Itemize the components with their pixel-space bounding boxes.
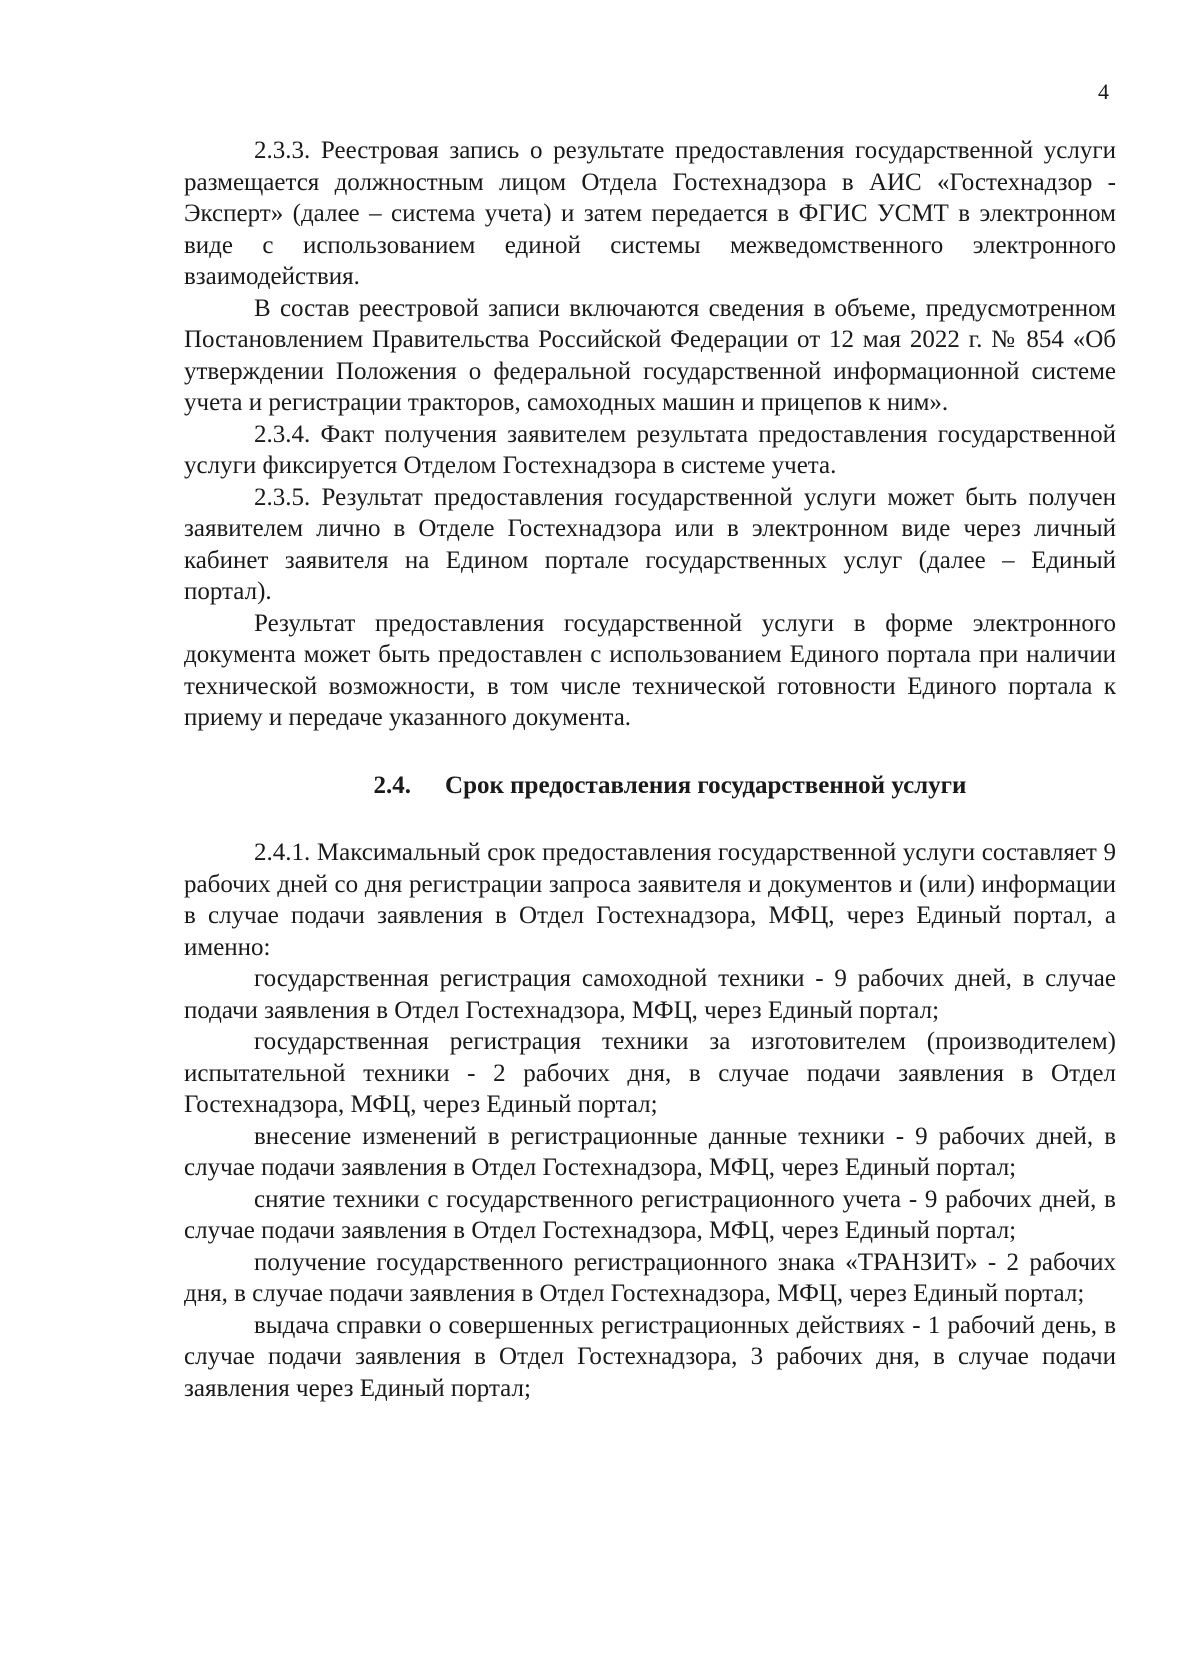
section-heading xyxy=(184,770,1116,802)
list-item-certificate: выдача справки о совершенных регистрационных действиях - 1 рабочий день, в случае подачи заявления в Отдел Гостехнадзора, 3 рабочих дня, в случае подачи заявления через Единый портал; xyxy=(184,1311,1116,1402)
list-item-data-changes: внесение изменений в регистрационные данные техники - 9 рабочих дней, в случае подачи заявления в Отдел Гостехнадзора, МФЦ, через Единый портал; xyxy=(184,1122,1116,1181)
paragraph-2-3-4: 2.3.4. Факт получения заявителем результата предоставления государственной услуги фиксируется Отделом Гостехнадзора в системе учета. xyxy=(184,420,1116,479)
list-item-registration: государственная регистрация самоходной техники - 9 рабочих дней, в случае подачи заявления в Отдел Гостехнадзора, МФЦ, через Единый портал; xyxy=(184,965,1116,1024)
document-body xyxy=(184,135,1116,1404)
section-number: 2.4. xyxy=(373,771,412,799)
list-item-deregistration: снятие техники с государственного регистрационного учета - 9 рабочих дней, в случае подачи заявления в Отдел Гостехнадзора, МФЦ, через Единый портал; xyxy=(184,1185,1116,1244)
list-item-transit-plate: получение государственного регистрационного знака «ТРАНЗИТ» - 2 рабочих дня, в случае подачи заявления в Отдел Гостехнадзора, МФЦ, через Единый портал; xyxy=(184,1248,1116,1307)
list-item-manufacturer-registration: государственная регистрация техники за изготовителем (производителем) испытательной техники - 2 рабочих дня, в случае подачи заявления в Отдел Гостехнадзора, МФЦ, через Единый портал; xyxy=(184,1028,1116,1118)
paragraph-electronic-result: Результат предоставления государственной услуги в форме электронного документа может быть предоставлен с использованием Единого портала при наличии технической возможности, в том числе технической готовности Единого портала к приему и передаче указанного документа. xyxy=(184,609,1116,731)
paragraph-2-4-1: 2.4.1. Максимальный срок предоставления государственной услуги составляет 9 рабочих дней со дня регистрации запроса заявителя и документов и (или) информации в случае подачи заявления в Отдел Гостехнадзора, МФЦ, через Единый портал, а именно: xyxy=(184,839,1116,961)
section-title: Срок предоставления государственной услуги xyxy=(445,771,967,799)
paragraph-2-3-3: 2.3.3. Реестровая запись о результате предоставления государственной услуги размещается должностным лицом Отдела Гостехнадзора в АИС «Гостехнадзор - Эксперт» (далее – система учета) и затем передается в ФГИС УСМТ в электронном виде с использованием единой системы межведомственного электронного взаимодействия. xyxy=(184,137,1116,290)
paragraph-registry-record-content: В состав реестровой записи включаются сведения в объеме, предусмотренном Постановлением Правительства Российской Федерации от 12 мая 2022 г. № 854 «Об утверждении Положения о федеральной государственной информационной системе учета и регистрации тракторов, самоходных машин и прицепов к ним». xyxy=(184,294,1116,416)
page-number: 4 xyxy=(1098,79,1109,104)
paragraph-2-3-5: 2.3.5. Результат предоставления государственной услуги может быть получен заявителем лично в Отделе Гостехнадзора или в электронном виде через личный кабинет заявителя на Едином портале государственных услуг (далее – Единый портал). xyxy=(184,483,1116,605)
